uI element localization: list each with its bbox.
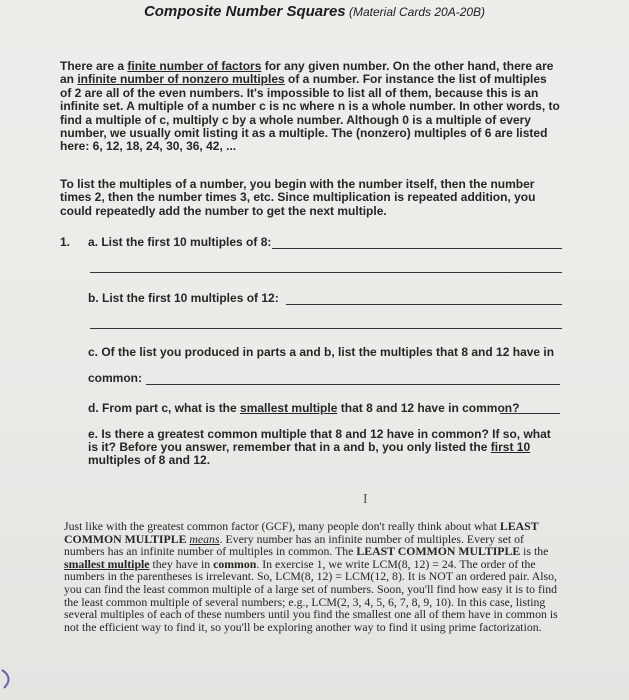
smallest-multiple-term: smallest multiple [64,556,150,571]
lcm-text-5: . In exercise 1, we write LCM(8, 12) = 24. The order of the numbers in the parentheses is irrelevant. So, LCM(8, 12) = LCM(12, 8). It is NOT an ordered pair. Also, you can find the least common multiple of a large set of numbers. Soon, you'll find how easy it is to find the least common multiple of several numbers; e.g., LCM(2, 3, 4, 5, 6, 7, 8, 9, 10). In this case, listing several multiples of each of these numbers until you find the smallest one all of them have in common is not the efficient way to find it, so you'll be exploring another way to find it using prime factorization. [64,556,558,634]
answer-line-b1[interactable] [286,304,562,305]
question-c-line2: common: [88,371,142,385]
answer-line-c[interactable] [146,384,560,385]
intro-text-2: for any given number. On the other hand, there are an [60,59,554,87]
question-e-text-2: multiples of 8 and 12. [88,453,211,467]
answer-line-b2[interactable] [90,328,562,329]
means-word: means [189,531,220,546]
answer-line-d[interactable] [500,413,560,414]
title-main: Composite Number Squares [143,3,346,20]
lcm-term-1: LEAST COMMON MULTIPLE [64,519,539,546]
lcm-text-4: they have in [149,556,214,571]
intro-text-1: There are a [60,59,128,73]
lcm-text-1: Just like with the greatest common factor (GCF), many people don't really think about what [64,519,500,533]
text-cursor-icon: I [363,492,368,507]
intro-paragraph [60,60,560,154]
lcm-text-2: . Every number has an infinite number of multiples. Every set of numbers has an infinite number of multiples in common. The [64,531,524,559]
answer-line-a2[interactable] [90,272,562,273]
infinite-multiples-phrase: infinite number of nonzero multiples [77,72,285,87]
lcm-text-3: is the [520,544,549,559]
title-subtitle: (Material Cards 20A-20B) [345,5,486,19]
lcm-term-2: LEAST COMMON MULTIPLE [356,544,521,559]
page-title [0,3,629,20]
question-d-text-2: that 8 and 12 have in common? [337,401,520,415]
question-d [88,402,519,415]
how-to-paragraph: To list the multiples of a number, you begin with the number itself, then the number times 2, then the number times 3, etc. Since multiplication is repeated addition, you could repeatedly add the number to get the next multiple. [60,177,536,218]
common-word: common [213,556,257,571]
question-a: a. List the first 10 multiples of 8: [88,235,272,249]
finite-factors-phrase: finite number of factors [127,59,262,73]
page-curl-mark-icon [0,668,20,690]
question-c-line1: c. Of the list you produced in parts a and b, list the multiples that 8 and 12 have in [88,345,555,359]
lcm-paragraph [64,520,564,633]
question-number: 1. [60,235,71,249]
question-b: b. List the first 10 multiples of 12: [88,291,279,305]
answer-line-a1[interactable] [272,248,562,249]
question-e-text-1: e. Is there a greatest common multiple that 8 and 12 have in common? If so, what is it? Before you answer, remember that in a and b, you only listed the [88,427,551,454]
question-d-text-1: d. From part c, what is the [88,401,241,415]
intro-text-3: of a number. For instance the list of multiples of 2 are all of the even numbers. It's impossible to list all of them, because this is an infinite set. A multiple of a number c is nc where n is a whole number. In other words, to find a multiple of c, multiply c by a whole number. Although 0 is a multiple of every number, we usually omit listing it as a multiple. The (nonzero) multiples of 6 are listed here: 6, 12, 18, 24, 30, 36, 42, ... [60,72,560,154]
smallest-multiple-phrase: smallest multiple [240,401,338,415]
first-ten-phrase: first 10 [490,440,531,454]
question-e [88,428,562,467]
